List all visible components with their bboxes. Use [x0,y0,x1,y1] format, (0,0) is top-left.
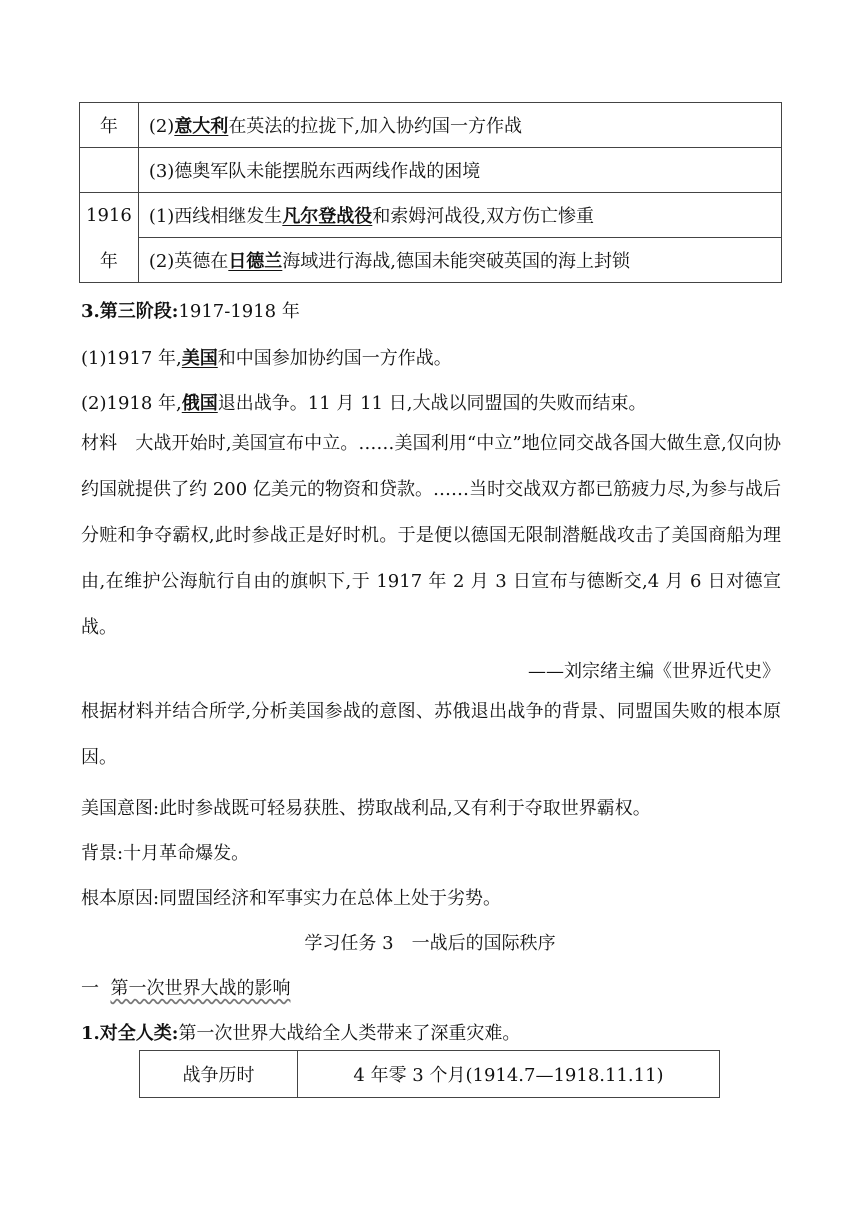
event-keyword: 日德兰 [228,251,283,272]
stage3-label: 3.第三阶段: [81,301,179,322]
year-cell: 年 [80,103,139,148]
table-row [80,148,782,193]
section-heading [81,974,290,1000]
event-keyword: 意大利 [174,116,229,137]
stage3-item-1: (1)1917 年,美国和中国参加协约国一方作战。 [81,348,452,369]
answer-root-cause: 根本原因:同盟国经济和军事实力在总体上处于劣势。 [81,888,502,909]
section-number: 一 [81,978,99,999]
material-paragraph: 材料 大战开始时,美国宣布中立。……美国利用“中立”地位同交战各国大做生意,仅向协约国就提供了约 200 亿美元的物资和贷款。……当时交战双方都已筋疲力尽,为参与战后分赃和争夺霸权,此时参战正是好时机。于是便以德国无限制潜艇战攻击了美国商船为理由,在维护公海航行自由的旗帜下,于 1917 年 2 月 3 日宣布与德断交,4 月 6 日对德宣战。 [81,433,781,638]
stage3-period: 1917-1918 年 [178,301,300,322]
event-cell [138,193,781,238]
stage3-item-2: (2)1918 年,俄国退出战争。11 月 11 日,大战以同盟国的失败而结束。 [81,393,647,414]
event-keyword: 俄国 [181,393,218,414]
event-text: 在英法的拉拢下,加入协约国一方作战 [228,116,523,137]
question-text: 根据材料并结合所学,分析美国参战的意图、苏俄退出战争的背景、同盟国失败的根本原因。 [81,701,781,768]
point-text: 第一次世界大战给全人类带来了深重灾难。 [178,1023,521,1044]
event-text: 和索姆河战役,双方伤亡惨重 [372,206,595,227]
event-cell [138,238,781,283]
point-1 [81,1019,520,1045]
duration-label: 战争历时 [140,1051,298,1098]
table-row [140,1051,720,1098]
event-text: (2) [148,116,175,137]
duration-value: 4 年零 3 个月(1914.7—1918.11.11) [298,1051,720,1098]
event-text: (1)西线相继发生 [148,206,283,227]
war-duration-table [139,1050,720,1098]
material-source: ——刘宗绪主编《世界近代史》 [528,661,780,682]
event-text: (2)英德在 [148,251,229,272]
event-cell [138,148,781,193]
point-heading: 1.对全人类: [81,1023,179,1044]
event-text: (3)德奥军队未能摆脱东西两线作战的困境 [148,161,481,182]
year-cell: 1916 [80,193,139,238]
ww1-timeline-table [79,102,782,283]
table-row [80,238,782,283]
task-title: 学习任务 3 一战后的国际秩序 [304,933,556,954]
answer-background: 背景:十月革命爆发。 [81,843,250,864]
year-cell [80,148,139,193]
event-keyword: 美国 [181,348,218,369]
table-row [80,193,782,238]
answer-intent: 美国意图:此时参战既可轻易获胜、捞取战利品,又有利于夺取世界霸权。 [81,798,651,819]
stage3-heading [81,297,300,323]
section-title: 第一次世界大战的影响 [110,978,291,999]
event-text: 海域进行海战,德国未能突破英国的海上封锁 [282,251,631,272]
table-row [80,103,782,148]
event-cell [138,103,781,148]
event-keyword: 凡尔登战役 [282,206,373,227]
year-cell: 年 [80,238,139,283]
